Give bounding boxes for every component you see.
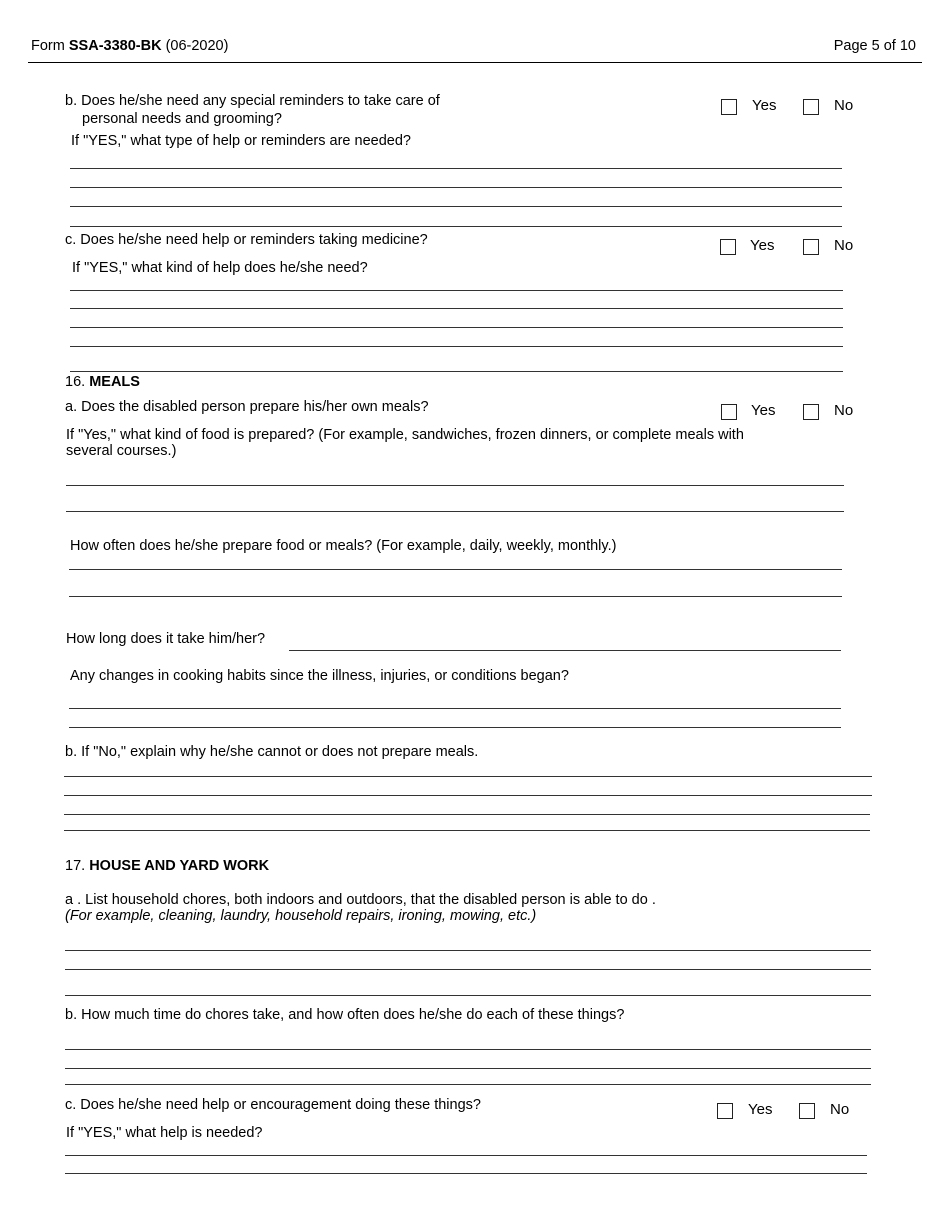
sec17a-answer-line-2[interactable] (65, 969, 871, 970)
q15c-yes-label: Yes (750, 237, 775, 254)
q15b-answer-line-2[interactable] (70, 187, 842, 188)
q15b-question-line1: b. Does he/she need any special reminders to take care of (65, 93, 440, 109)
q15c-question: c. Does he/she need help or reminders taking medicine? (65, 232, 428, 248)
sec17a-answer-line-3[interactable] (65, 995, 871, 996)
sec17c-question: c. Does he/she need help or encouragement doing these things? (65, 1097, 481, 1113)
sec16-number: 16. (65, 374, 86, 390)
sec16a-answer-line-2[interactable] (66, 511, 844, 512)
q15c-answer-line-4[interactable] (70, 346, 843, 347)
sec17b-answer-line-1[interactable] (65, 1049, 871, 1050)
sec17-title: HOUSE AND YARD WORK (89, 858, 270, 874)
q15b-answer-line-4[interactable] (70, 226, 842, 227)
sec16-how-often: How often does he/she prepare food or meals? (For example, daily, weekly, monthly.) (70, 538, 617, 554)
sec16a-followup-line2: several courses.) (66, 443, 177, 459)
sec16a-followup-line1: If "Yes," what kind of food is prepared? (For example, sandwiches, frozen dinners, or complete meals with (66, 427, 744, 443)
form-id (31, 38, 228, 54)
sec16-changes-line-1[interactable] (69, 708, 841, 709)
q15b-yes-label: Yes (752, 97, 777, 114)
sec16a-no-label: No (834, 402, 854, 419)
q15c-no-checkbox[interactable] (803, 239, 819, 255)
q15b-yes-checkbox[interactable] (721, 99, 737, 115)
sec17c-yes-checkbox[interactable] (717, 1103, 733, 1119)
sec17b-answer-line-3[interactable] (65, 1084, 871, 1085)
sec17a-line1: a . List household chores, both indoors and outdoors, that the disabled person is able to do . (65, 892, 656, 908)
sec17c-answer-line-1[interactable] (65, 1155, 867, 1156)
q15b-no-checkbox[interactable] (803, 99, 819, 115)
q15b-followup: If "YES," what type of help or reminders are needed? (71, 133, 411, 149)
form-number: SSA-3380-BK (68, 38, 162, 54)
q15c-yes-checkbox[interactable] (720, 239, 736, 255)
sec16-changes: Any changes in cooking habits since the illness, injuries, or conditions began? (70, 668, 569, 684)
sec16a-yes-checkbox[interactable] (721, 404, 737, 420)
sec16-how-long-input[interactable] (289, 650, 841, 651)
sec16a-answer-line-1[interactable] (66, 485, 844, 486)
sec16b-answer-line-1[interactable] (64, 776, 872, 777)
q15c-answer-line-2[interactable] (70, 308, 843, 309)
sec17b-question: b. How much time do chores take, and how often does he/she do each of these things? (65, 1007, 625, 1023)
form-prefix: Form (31, 38, 65, 54)
sec16-title: MEALS (89, 374, 140, 390)
q15c-answer-line-1[interactable] (70, 290, 843, 291)
q15c-no-label: No (834, 237, 854, 254)
q15b-answer-line-3[interactable] (70, 206, 842, 207)
q15b-question-line2: personal needs and grooming? (82, 111, 282, 127)
q15c-answer-line-3[interactable] (70, 327, 843, 328)
sec16-how-long-label: How long does it take him/her? (66, 631, 266, 647)
sec16a-question: a. Does the disabled person prepare his/her own meals? (65, 399, 429, 415)
sec16-how-often-line-2[interactable] (69, 596, 842, 597)
sec17c-yes-label: Yes (748, 1101, 773, 1118)
sec16a-yes-label: Yes (751, 402, 776, 419)
sec17a-answer-line-1[interactable] (65, 950, 871, 951)
sec17a-line2: (For example, cleaning, laundry, household repairs, ironing, mowing, etc.) (65, 908, 537, 924)
sec16-changes-line-2[interactable] (69, 727, 841, 728)
section-divider (70, 371, 843, 372)
sec17c-no-label: No (830, 1101, 850, 1118)
sec16-heading (65, 374, 140, 390)
sec17c-no-checkbox[interactable] (799, 1103, 815, 1119)
sec16b-answer-line-2[interactable] (64, 795, 872, 796)
q15b-answer-line-1[interactable] (70, 168, 842, 169)
q15b-no-label: No (834, 97, 854, 114)
sec17-heading (65, 858, 269, 874)
sec16b-answer-line-3[interactable] (64, 814, 870, 815)
sec17c-followup: If "YES," what help is needed? (66, 1125, 263, 1141)
sec17c-answer-line-2[interactable] (65, 1173, 867, 1174)
sec17b-answer-line-2[interactable] (65, 1068, 871, 1069)
page-number: Page 5 of 10 (833, 38, 916, 54)
sec17-number: 17. (65, 858, 86, 874)
sec16a-no-checkbox[interactable] (803, 404, 819, 420)
form-date: (06-2020) (165, 38, 229, 54)
sec16-how-often-line-1[interactable] (69, 569, 842, 570)
sec16b-question: b. If "No," explain why he/she cannot or does not prepare meals. (65, 744, 479, 760)
q15c-followup: If "YES," what kind of help does he/she need? (72, 260, 368, 276)
sec16b-answer-line-4[interactable] (64, 830, 870, 831)
header-rule (28, 62, 922, 63)
